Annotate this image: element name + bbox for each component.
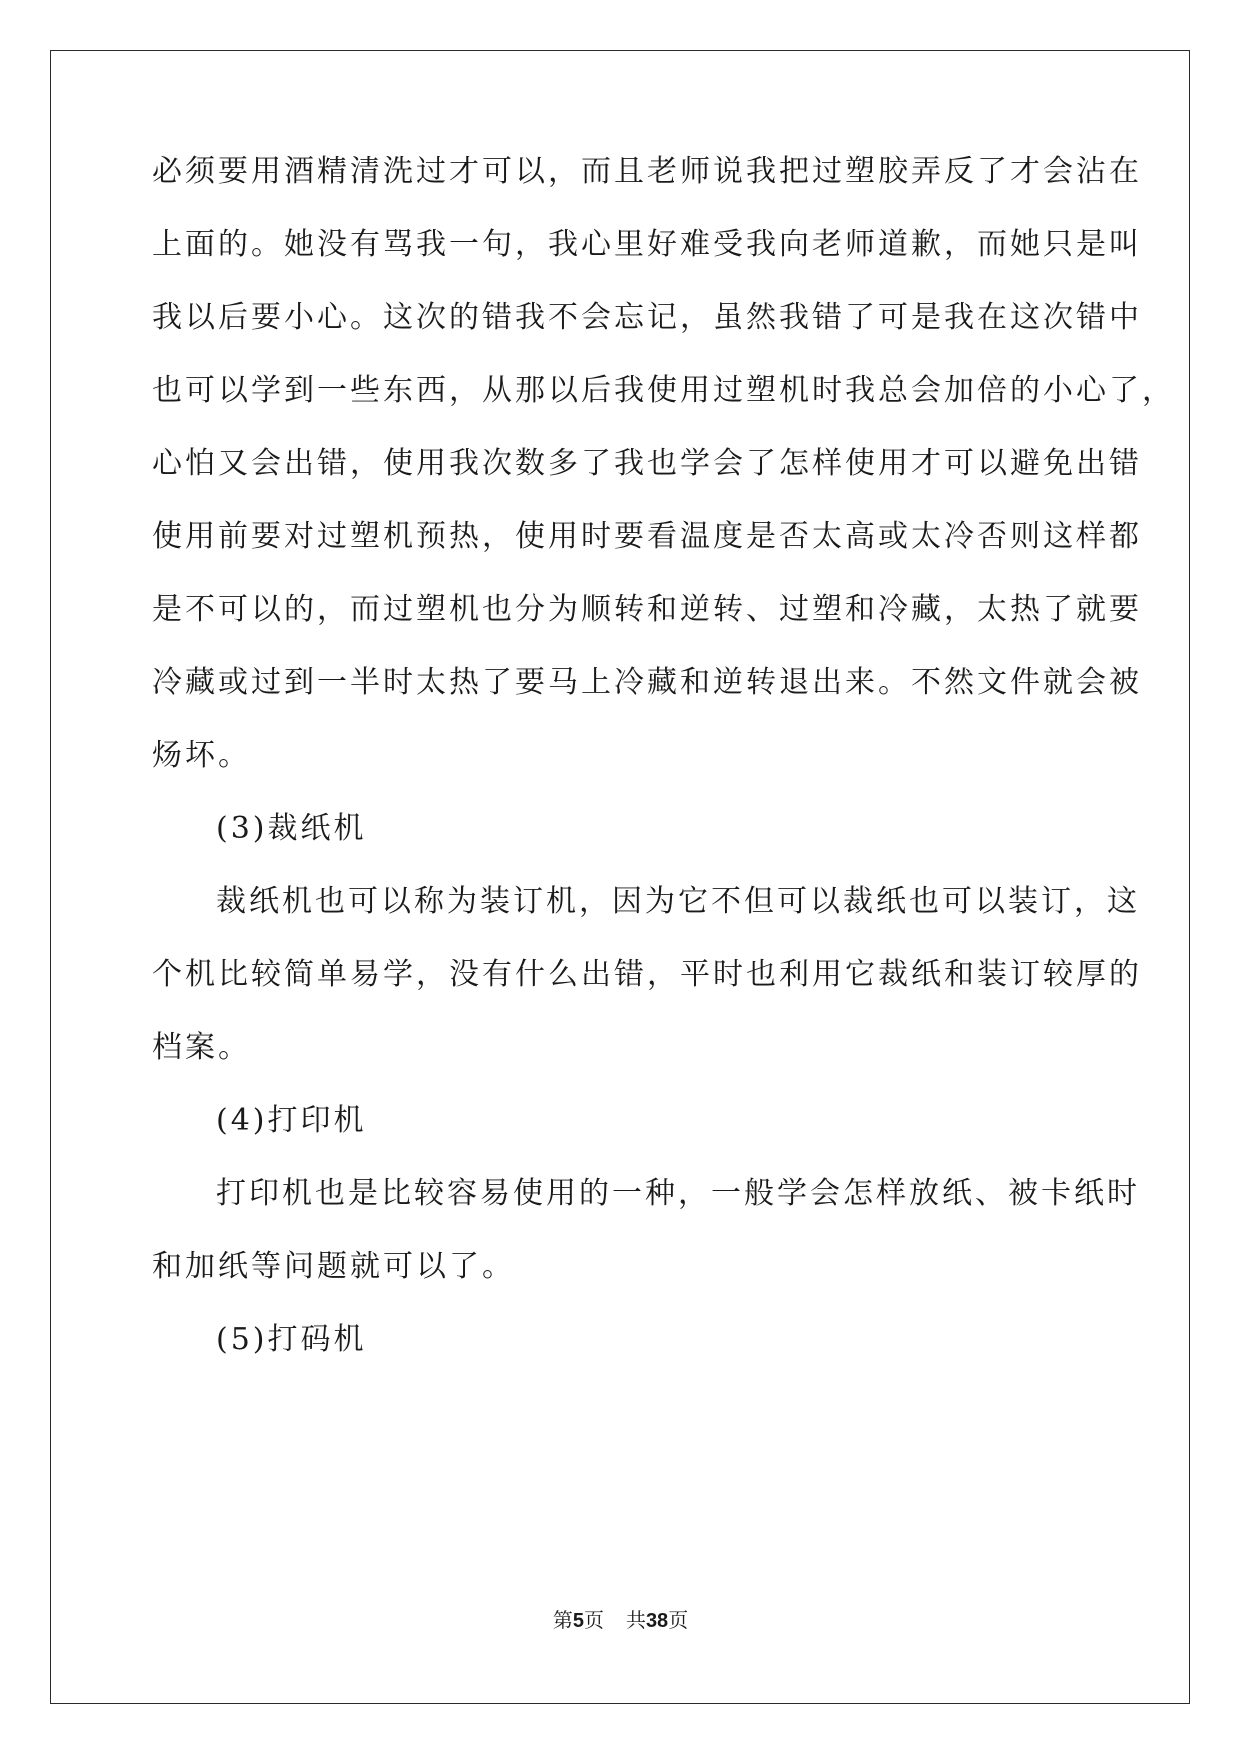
body-line: 炀坏。 bbox=[152, 738, 251, 773]
footer-total-pages: 38 bbox=[645, 1610, 669, 1632]
body-line: 上面的。她没有骂我一句，我心里好难受我向老师道歉，而她只是叫 bbox=[152, 227, 1142, 262]
body-line: 个机比较简单易学，没有什么出错，平时也利用它裁纸和装订较厚的 bbox=[152, 957, 1142, 992]
paragraph-first-line: 裁纸机也可以称为装订机，因为它不但可以裁纸也可以装订，这 bbox=[216, 884, 1140, 919]
body-line: 也可以学到一些东西，从那以后我使用过塑机时我总会加倍的小心了， bbox=[152, 373, 1175, 408]
footer-total-suffix: 页 bbox=[668, 1608, 689, 1632]
body-line: 档案。 bbox=[152, 1030, 251, 1065]
section-heading: (4)打印机 bbox=[216, 1103, 367, 1138]
body-line: 必须要用酒精清洗过才可以，而且老师说我把过塑胶弄反了才会沾在 bbox=[152, 154, 1142, 189]
footer-total-prefix: 共 bbox=[625, 1608, 646, 1632]
section-heading: (5)打码机 bbox=[216, 1322, 367, 1357]
page-footer bbox=[0, 1608, 1241, 1633]
paragraph-first-line: 打印机也是比较容易使用的一种，一般学会怎样放纸、被卡纸时 bbox=[216, 1176, 1140, 1211]
body-line: 使用前要对过塑机预热，使用时要看温度是否太高或太冷否则这样都 bbox=[152, 519, 1142, 554]
body-line: 我以后要小心。这次的错我不会忘记，虽然我错了可是我在这次错中 bbox=[152, 300, 1142, 335]
body-line: 心怕又会出错，使用我次数多了我也学会了怎样使用才可以避免出错 bbox=[152, 446, 1142, 481]
footer-page-number: 5 bbox=[572, 1610, 584, 1632]
section-heading: (3)裁纸机 bbox=[216, 811, 367, 846]
footer-page-suffix: 页 bbox=[583, 1608, 604, 1632]
body-line: 是不可以的，而过塑机也分为顺转和逆转、过塑和冷藏，太热了就要 bbox=[152, 592, 1142, 627]
body-line: 和加纸等问题就可以了。 bbox=[152, 1249, 515, 1284]
footer-page-prefix: 第 bbox=[552, 1608, 573, 1632]
body-line: 冷藏或过到一半时太热了要马上冷藏和逆转退出来。不然文件就会被 bbox=[152, 665, 1142, 700]
